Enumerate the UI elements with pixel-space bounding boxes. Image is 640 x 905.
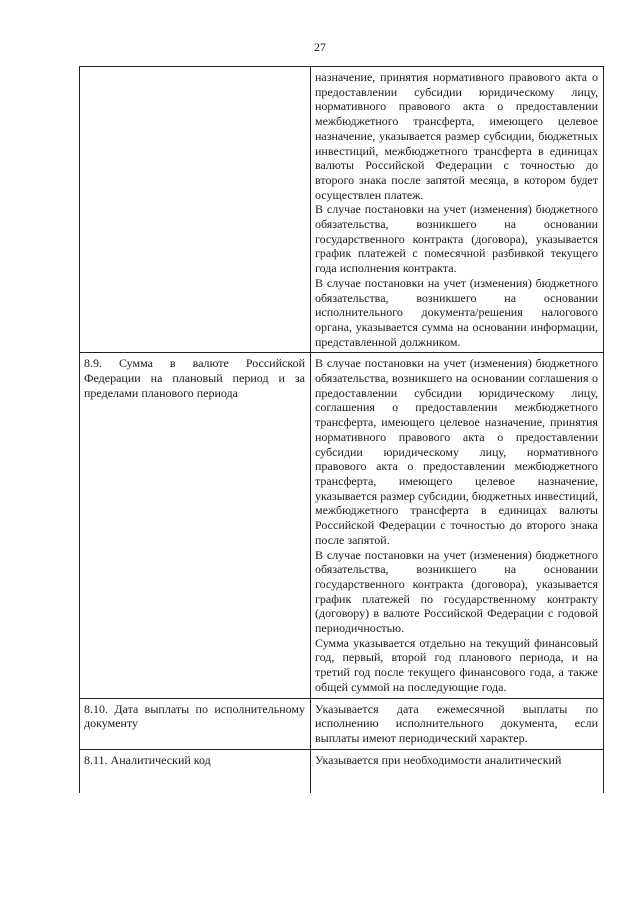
description-paragraph: Сумма указывается отдельно на текущий финансовый год, первый, второй год планового периода, и на третий год после текущего финансового года, а также общей суммой на последующие года. [315,635,598,694]
description-paragraph: Указывается дата ежемесячной выплаты по исполнению исполнительного документа, если выплаты имеют периодический характер. [315,701,598,745]
field-description-cell [311,67,604,353]
table-row [80,698,604,749]
field-description-cell [311,353,604,698]
description-paragraph: Указывается при необходимости аналитический [315,752,562,767]
field-name: 8.10. Дата выплаты по исполнительному документу [84,701,305,731]
field-name: 8.11. Аналитический код [84,752,211,767]
field-name: 8.9. Сумма в валюте Российской Федерации на плановый период и за пределами планового периода [84,356,305,400]
description-paragraph: В случае постановки на учет (изменения) бюджетного обязательства, возникшего на основании исполнительного документа/решения налогового органа, указывается сумма на основании информации, представленной должником. [315,275,598,349]
description-paragraph: В случае постановки на учет (изменения) бюджетного обязательства, возникшего на основании соглашения о предоставлении субсидии юридическому лицу, соглашения о предоставлении межбюджетного трансферта, имеющего целевое назначение, принятия нормативного правового акта о предоставлении субсидии юридическому лицу, нормативного правового акта о предоставлении межбюджетного трансферта, имеющего целевое назначение, указывается размер субсидии, бюджетных инвестиций, межбюджетного трансферта в единицах валюты Российской Федерации с точностью до второго знака после запятой. [315,356,598,547]
table-row [80,749,604,793]
page-number: 27 [314,40,326,54]
field-description-cell [311,698,604,749]
field-name-cell [80,749,311,793]
field-description-cell [311,749,604,793]
description-paragraph: назначение, принятия нормативного правового акта о предоставлении субсидии юридическому лицу, нормативного правового акта о предоставлении межбюджетного трансферта, имеющего целевое назначение, указывается размер субсидии, бюджетных инвестиций, межбюджетного трансферта в единицах валюты Российской Федерации с точностью до второго знака после запятой месяца, в котором будет осуществлен платеж. [315,70,598,202]
field-name-cell [80,353,311,698]
table-row [80,353,604,698]
field-name-cell [80,67,311,353]
table-row [80,67,604,353]
field-name-cell [80,698,311,749]
description-paragraph: В случае постановки на учет (изменения) бюджетного обязательства, возникшего на основании государственного контракта (договора), указывается график платежей по государственному контракту (договору) в валюте Российской Федерации с годовой периодичностью. [315,547,598,636]
requirements-table [79,66,604,793]
description-paragraph: В случае постановки на учет (изменения) бюджетного обязательства, возникшего на основании государственного контракта (договора), указывается график платежей с помесячной разбивкой текущего года исполнения контракта. [315,202,598,276]
